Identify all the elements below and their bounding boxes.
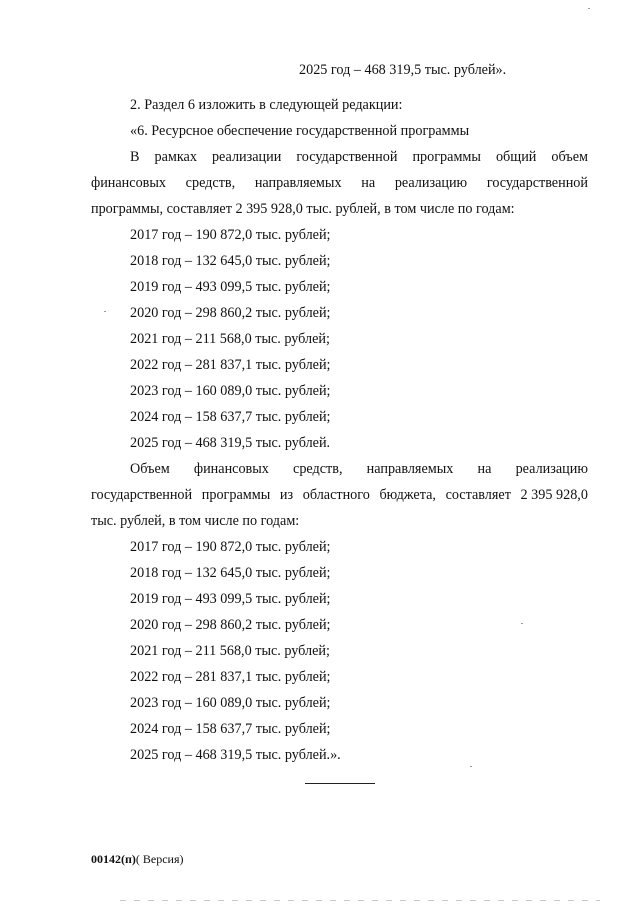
scan-edge-artifact — [120, 900, 600, 901]
paragraph-2-line-3: тыс. рублей, в том числе по годам: — [91, 513, 300, 529]
year-item: 2017 год – 190 872,0 тыс. рублей; — [130, 539, 331, 555]
paragraph-1-line-1 — [130, 148, 588, 166]
paragraph-word: программы — [201, 487, 271, 503]
document-code: 00142(п) — [91, 852, 136, 866]
paragraph-word: государственной — [486, 175, 588, 191]
paragraph-word: реализацию — [515, 461, 588, 477]
year-item: 2023 год – 160 089,0 тыс. рублей; — [130, 695, 331, 711]
paragraph-1-line-2 — [91, 174, 588, 192]
paragraph-word: рамках — [154, 149, 197, 165]
paragraph-word: финансовых — [91, 175, 166, 191]
paragraph-word: бюджета, — [379, 487, 436, 503]
paragraph-word: областного — [302, 487, 370, 503]
year-item: 2018 год – 132 645,0 тыс. рублей; — [130, 253, 331, 269]
paragraph-word: на — [361, 175, 376, 191]
paragraph-word: средств, — [293, 461, 343, 477]
paragraph-word: средств, — [185, 175, 236, 191]
year-item: 2019 год – 493 099,5 тыс. рублей; — [130, 591, 331, 607]
year-item: 2020 год – 298 860,2 тыс. рублей; — [130, 617, 331, 633]
paragraph-2-line-2 — [91, 486, 588, 504]
scan-speck — [521, 623, 523, 624]
paragraph-word: реализации — [211, 149, 282, 165]
year-item: 2023 год – 160 089,0 тыс. рублей; — [130, 383, 331, 399]
paragraph-1-line-3: программы, составляет 2 395 928,0 тыс. рублей, в том числе по годам: — [91, 201, 515, 217]
paragraph-word: объем — [551, 149, 588, 165]
end-divider — [305, 783, 375, 784]
year-item: 2018 год – 132 645,0 тыс. рублей; — [130, 565, 331, 581]
year-item: 2022 год – 281 837,1 тыс. рублей; — [130, 357, 331, 373]
paragraph-word: государственной — [296, 149, 398, 165]
paragraph-word: из — [279, 487, 294, 503]
paragraph-word: программы — [412, 149, 481, 165]
paragraph-word: Объем — [130, 461, 170, 477]
paragraph-word: составляет — [445, 487, 511, 503]
year-item: 2020 год – 298 860,2 тыс. рублей; — [130, 305, 331, 321]
scan-speck — [104, 311, 106, 312]
section-heading: «6. Ресурсное обеспечение государственной программы — [130, 123, 470, 139]
year-item: 2019 год – 493 099,5 тыс. рублей; — [130, 279, 331, 295]
year-item: 2021 год – 211 568,0 тыс. рублей; — [130, 643, 330, 659]
item-2-text: 2. Раздел 6 изложить в следующей редакции: — [130, 97, 403, 113]
paragraph-word: на — [477, 461, 492, 477]
year-item: 2024 год – 158 637,7 тыс. рублей; — [130, 721, 331, 737]
document-footer — [91, 851, 184, 867]
paragraph-word: финансовых — [193, 461, 269, 477]
paragraph-2-line-1 — [130, 460, 588, 478]
paragraph-word: реализацию — [394, 175, 468, 191]
paragraph-word: направляемых — [254, 175, 342, 191]
document-version: ( Версия) — [135, 852, 184, 866]
continuation-line: 2025 год – 468 319,5 тыс. рублей». — [299, 62, 507, 78]
year-item: 2022 год – 281 837,1 тыс. рублей; — [130, 669, 331, 685]
paragraph-word: направляемых — [366, 461, 454, 477]
paragraph-word: государственной — [91, 487, 193, 503]
year-item: 2025 год – 468 319,5 тыс. рублей. — [130, 435, 331, 451]
scan-speck — [588, 8, 590, 9]
year-item: 2017 год – 190 872,0 тыс. рублей; — [130, 227, 331, 243]
year-item: 2021 год – 211 568,0 тыс. рублей; — [130, 331, 330, 347]
paragraph-word: общий — [495, 149, 537, 165]
paragraph-word: В — [130, 149, 140, 165]
paragraph-word: 2 395 928,0 — [520, 487, 588, 503]
year-item: 2025 год – 468 319,5 тыс. рублей.». — [130, 747, 341, 763]
year-item: 2024 год – 158 637,7 тыс. рублей; — [130, 409, 331, 425]
scan-speck — [470, 766, 472, 767]
